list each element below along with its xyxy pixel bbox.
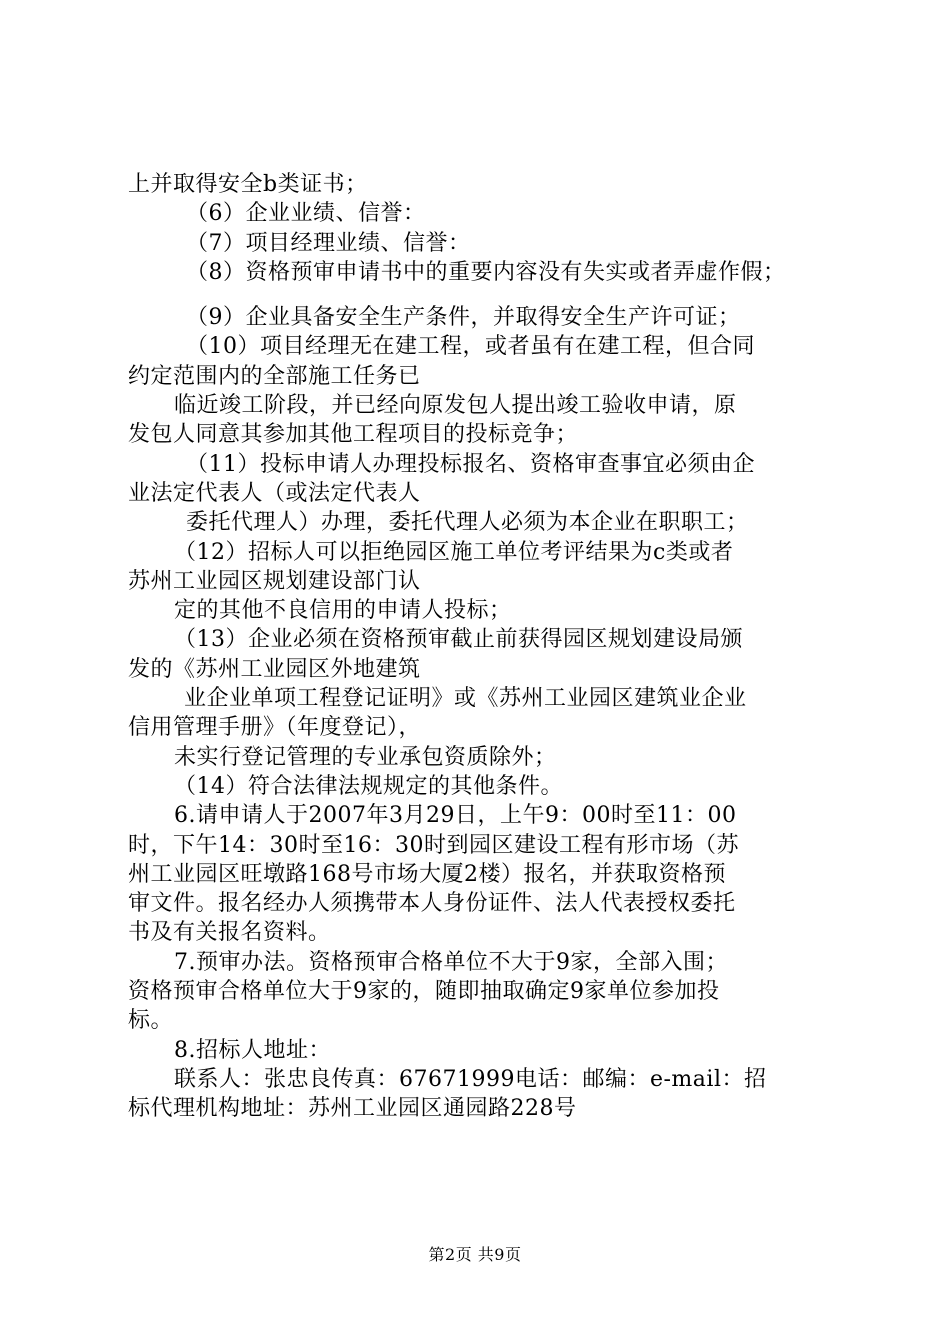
text-line: （9）企业具备安全生产条件，并取得安全生产许可证； (186, 305, 741, 331)
paragraph-gap (128, 287, 843, 303)
text-line: 标代理机构地址：苏州工业园区通园路228号 (128, 1096, 577, 1122)
text-line: 发的《苏州工业园区外地建筑 (128, 656, 421, 682)
text-line: （14）符合法律法规规定的其他条件。 (174, 773, 563, 799)
text-line: 标。 (128, 1008, 174, 1034)
text-line: 时，下午14：30时至16：30时到园区建设工程有形市场（苏 (128, 832, 739, 858)
page-number-label: 第2页 共9页 (428, 1245, 522, 1264)
text-line: 资格预审合格单位大于9家的，随即抽取确定9家单位参加投 (128, 979, 720, 1005)
text-line: （12）招标人可以拒绝园区施工单位考评结果为c类或者 (174, 539, 734, 565)
text-line: 约定范围内的全部施工任务已 (128, 363, 421, 389)
text-line: （13）企业必须在资格预审截止前获得园区规划建设局颁 (174, 627, 743, 653)
text-line: 审文件。报名经办人须携带本人身份证件、法人代表授权委托 (128, 891, 736, 917)
text-line: 6.请申请人于2007年3月29日，上午9：00时至11：00 (174, 803, 737, 829)
text-line: 信用管理手册》（年度登记）， (128, 715, 422, 741)
text-line: 定的其他不良信用的申请人投标； (174, 598, 512, 624)
text-line: 书及有关报名资料。 (128, 920, 331, 946)
text-line: 未实行登记管理的专业承包资质除外； (174, 744, 557, 770)
text-line: 业法定代表人（或法定代表人 (128, 480, 421, 506)
document-body (128, 170, 843, 1124)
text-line: 8.招标人地址： (174, 1037, 331, 1063)
text-line: 州工业园区旺墩路168号市场大厦2楼）报名，并获取资格预 (128, 861, 726, 887)
text-line: （7）项目经理业绩、信誉： (186, 230, 471, 256)
text-line: （11）投标申请人办理投标报名、资格审查事宜必须由企 (186, 451, 755, 477)
text-line: 7.预审办法。资格预审合格单位不大于9家，全部入围； (174, 949, 728, 975)
text-line: 发包人同意其参加其他工程项目的投标竞争； (128, 422, 579, 448)
text-line: 临近竣工阶段，并已经向原发包人提出竣工验收申请，原 (174, 393, 737, 419)
text-line: 联系人：张忠良传真：67671999电话：邮编：e-mail：招 (174, 1066, 767, 1092)
text-line: （10）项目经理无在建工程，或者虽有在建工程，但合同 (186, 334, 755, 360)
text-line: 苏州工业园区规划建设部门认 (128, 568, 421, 594)
text-line: 委托代理人）办理，委托代理人必须为本企业在职职工； (186, 510, 749, 536)
text-line: （8）资格预审申请书中的重要内容没有失实或者弄虚作假； (186, 259, 786, 285)
text-line: 业企业单项工程登记证明》或《苏州工业园区建筑业企业 (184, 686, 747, 712)
text-line: （6）企业业绩、信誉： (186, 201, 426, 227)
page-footer (0, 1242, 950, 1265)
text-line: 上并取得安全b类证书； (128, 172, 368, 197)
